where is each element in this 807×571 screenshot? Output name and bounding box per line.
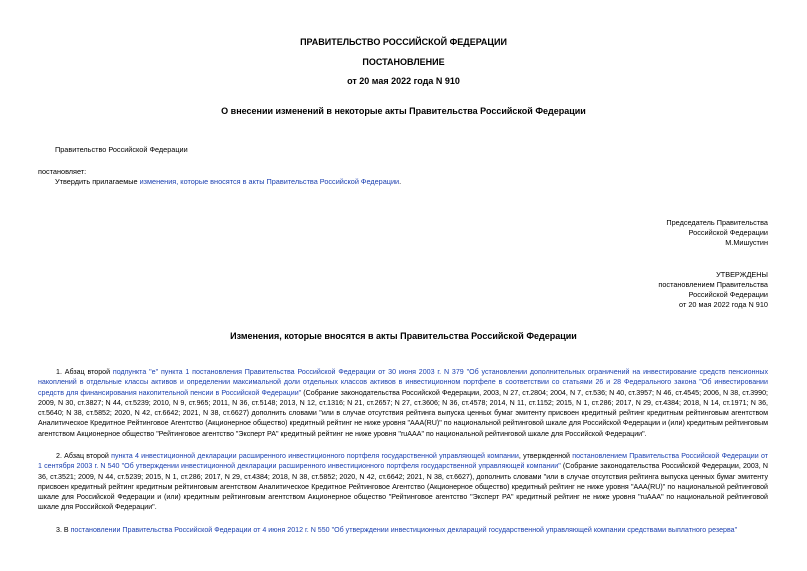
approval-org: Российской Федерации	[688, 290, 768, 299]
approve-suffix: .	[399, 177, 402, 186]
item-2-text-start: 2. Абзац второй	[56, 452, 112, 460]
approval-block	[658, 270, 768, 310]
header-doc-type: ПОСТАНОВЛЕНИЕ	[362, 57, 445, 67]
item-2-text-mid: , утвержденной	[518, 452, 573, 460]
approval-date: от 20 мая 2022 года N 910	[679, 300, 768, 309]
approval-title: УТВЕРЖДЕНЫ	[716, 270, 768, 279]
item-3-text-start: 3. В	[56, 526, 71, 534]
signature-org: Российской Федерации	[688, 228, 768, 237]
item-2	[38, 451, 768, 513]
item-1-link[interactable]: подпункта "е" пункта 1 постановления Правительства Российской Федерации от 30 июня 2003 г. N 379 "Об установлении дополнительных ограничений на инвестирование средств пенсионных накоплений в отдельные классы активов и определении максимальной доли отдельных классов активов в инвестиционном портфеле в соответствии со статьями 26 и 28 Федерального закона "Об инвестировании средств для финансирования накопительной пенсии в Российской Федерации"	[38, 368, 768, 397]
item-3-link[interactable]: постановлении Правительства Российской Федерации от 4 июня 2012 г. N 550 "Об утверждении инвестиционных деклараций государственной управляющей компании средствами выплатного резерва"	[70, 526, 738, 534]
item-1-text-end: (Собрание законодательства Российской Федерации, 2003, N 27, ст.2804; 2004, N 7, ст.536; N 40, ст.3957; N 46, ст.4545; 2006, N 38, ст.3990; 2009, N 30, ст.3827; N 44, ст.5239; 2010, N 9, ст.965; 2011, N 36, ст.5148; 2013, N 12, ст.1316; N 21, ст.2657; N 27, ст.3606; N 36, ст.4578; 2014, N 11, ст.1152; 2015, N 1, ст.286; 2017, N 29, ст.4384; 2018, N 14, ст.1971; N 36, ст.5640; N 38, ст.5852; 2020, N 42, ст.6642; 2021, N 38, ст.6627) дополнить словами "или в случае отсутствия рейтинга выпуска ценных бумаг эмитенту присвоен кредитный рейтинг кредитным рейтинговым агентством Аналитическое Кредитное Рейтинговое Агентство (Акционерное общество) кредитный рейтинг не ниже уровня "AAA(RU)" по национальной рейтинговой шкале для Российской Федерации и (или) кредитным рейтинговым агентством Акционерное общество "Рейтинговое агентство "Эксперт РА" кредитный рейтинг не ниже уровня "ruAAA" по национальной рейтинговой шкале для Российской Федерации".	[38, 388, 768, 438]
header-government: ПРАВИТЕЛЬСТВО РОССИЙСКОЙ ФЕДЕРАЦИИ	[300, 37, 507, 47]
signature-name: М.Мишустин	[725, 238, 768, 247]
item-1-text-start: 1. Абзац второй	[56, 368, 113, 376]
authority-text: Правительство Российской Федерации	[55, 145, 188, 154]
doc-title: О внесении изменений в некоторые акты Правительства Российской Федерации	[221, 106, 586, 116]
header-date: от 20 мая 2022 года N 910	[347, 76, 460, 86]
approval-by: постановлением Правительства	[658, 280, 768, 289]
approve-prefix: Утвердить прилагаемые	[55, 177, 140, 186]
signature-position: Председатель Правительства	[666, 218, 768, 227]
changes-title: Изменения, которые вносятся в акты Правительства Российской Федерации	[230, 331, 577, 341]
signature-block	[666, 218, 768, 248]
item-1	[38, 367, 768, 439]
approve-line	[55, 177, 401, 187]
item-2-link-1[interactable]: пункта 4 инвестиционной декларации расширенного инвестиционного портфеля государственной управляющей компании	[111, 452, 519, 460]
item-2-text-end: (Собрание законодательства Российской Федерации, 2003, N 36, ст.3521; 2009, N 44, ст.5239; 2015, N 1, ст.286; 2017, N 29, ст.4384; 2018, N 38, ст.5852; 2020, N 42, ст.6642; 2021, N 38, ст.6627), дополнить словами "или в случае отсутствия рейтинга выпуска ценных бумаг эмитенту присвоен кредитный рейтинг кредитным рейтинговым агентством Аналитическое Кредитное Рейтинговое Агентство (Акционерное общество) кредитный рейтинг не ниже уровня "AAA(RU)" по национальной рейтинговой шкале для Российской Федерации и (или) кредитным рейтинговым агентством Акционерное общество "Рейтинговое агентство "Эксперт РА" кредитный рейтинг не ниже уровня "ruAAA" по национальной рейтинговой шкале для Российской Федерации".	[38, 462, 768, 512]
decides-text: постановляет:	[38, 167, 87, 176]
item-2-link-2[interactable]: постановлением Правительства Российской Федерации от 1 сентября 2003 г. N 540 "Об утверждении инвестиционной декларации расширенного инвестиционного портфеля государственной управляющей компании"	[38, 452, 768, 471]
approve-link[interactable]: изменения, которые вносятся в акты Правительства Российской Федерации	[139, 177, 400, 186]
item-3	[38, 525, 768, 535]
